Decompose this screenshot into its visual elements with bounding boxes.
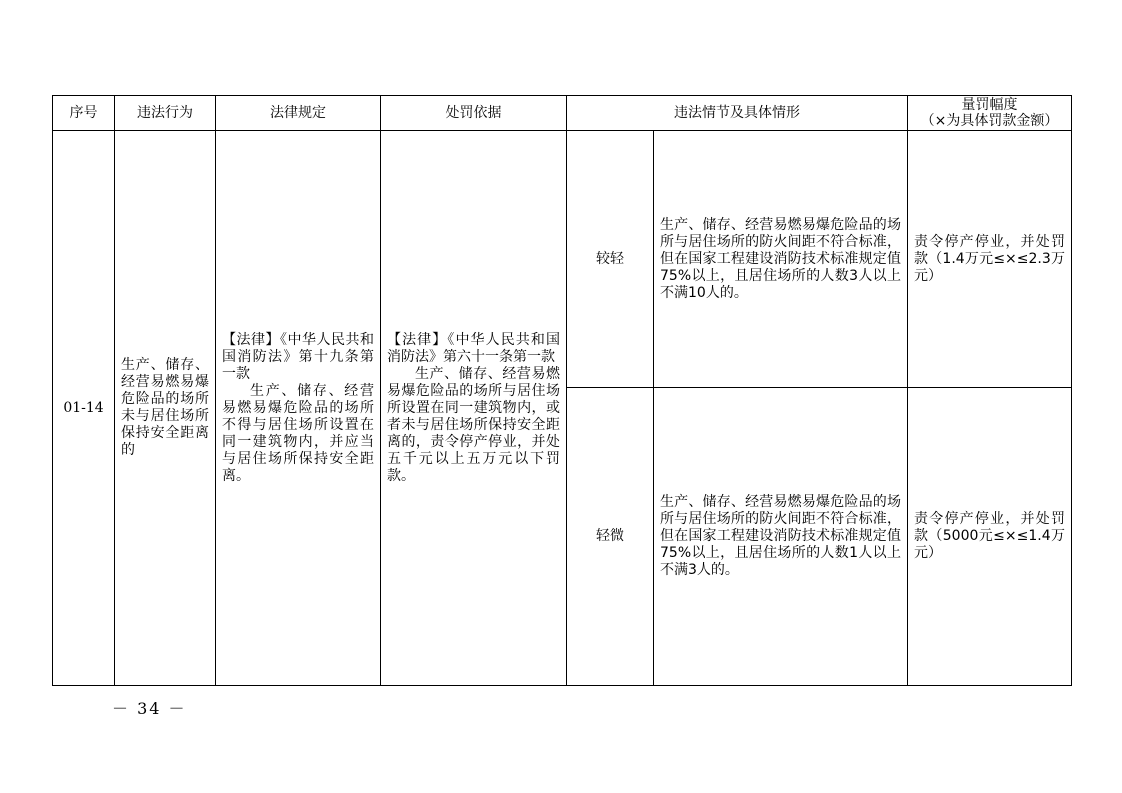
law-text: 生产、储存、经营易燃易爆危险品的场所不得与居住场所设置在同一建筑物内，并应当与居住场所保持安全距离。 — [222, 382, 374, 484]
header-penalty-line2: （×为具体罚款金额） — [920, 113, 1059, 129]
table-header-row — [53, 96, 1072, 131]
table-row — [53, 131, 1072, 388]
cell-level-minor: 轻微 — [567, 388, 654, 686]
law-reference: 【法律】《中华人民共和国消防法》第十九条第一款 — [222, 331, 374, 382]
header-penalty — [908, 96, 1072, 131]
header-law: 法律规定 — [216, 96, 381, 131]
cell-behavior: 生产、储存、经营易燃易爆危险品的场所未与居住场所保持安全距离的 — [115, 131, 216, 686]
header-circumstance: 违法情节及具体情形 — [567, 96, 908, 131]
cell-seq: 01-14 — [53, 131, 115, 686]
cell-law — [216, 131, 381, 686]
cell-level-light: 较轻 — [567, 131, 654, 388]
page-number: － 34 － — [112, 699, 187, 718]
header-penalty-line1: 量罚幅度 — [961, 97, 1018, 113]
basis-text: 生产、储存、经营易燃易爆危险品的场所与居住场所设置在同一建筑物内，或者未与居住场所保持安全距离的，责令停产停业，并处五千元以上五万元以下罚款。 — [387, 365, 560, 484]
basis-reference: 【法律】《中华人民共和国消防法》第六十一条第一款 — [387, 331, 560, 365]
cell-basis — [381, 131, 567, 686]
penalty-table — [52, 95, 1072, 686]
header-behavior: 违法行为 — [115, 96, 216, 131]
cell-situation-minor: 生产、储存、经营易燃易爆危险品的场所与居住场所的防火间距不符合标准，但在国家工程建设消防技术标准规定值75%以上，且居住场所的人数1人以上不满3人的。 — [654, 388, 908, 686]
cell-penalty-minor: 责令停产停业，并处罚款（5000元≤×≤1.4万元） — [908, 388, 1072, 686]
header-basis: 处罚依据 — [381, 96, 567, 131]
header-seq: 序号 — [53, 96, 115, 131]
cell-penalty-light: 责令停产停业，并处罚款（1.4万元≤×≤2.3万元） — [908, 131, 1072, 388]
cell-situation-light: 生产、储存、经营易燃易爆危险品的场所与居住场所的防火间距不符合标准，但在国家工程建设消防技术标准规定值75%以上，且居住场所的人数3人以上不满10人的。 — [654, 131, 908, 388]
